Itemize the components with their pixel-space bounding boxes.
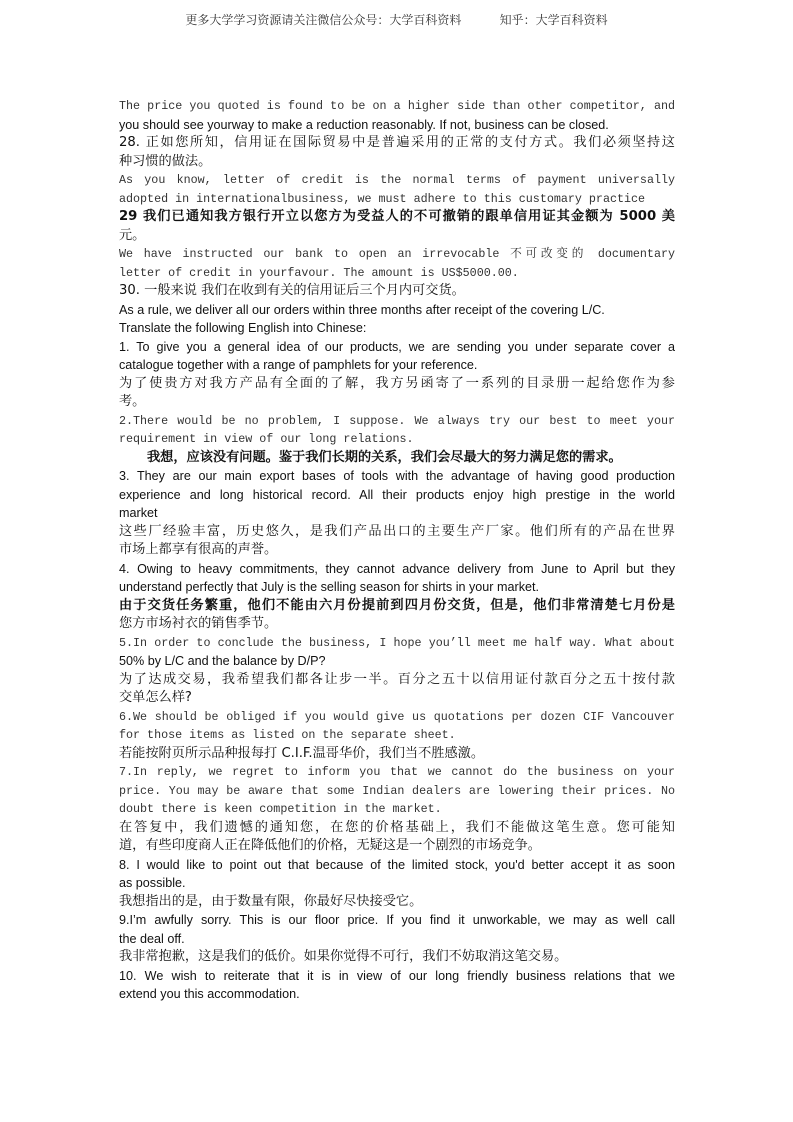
text-line: you should see yourway to make a reduction reasonably. If not, business can be closed. <box>119 117 609 132</box>
text-line: 30. 一般来说 我们在收到有关的信用证后三个月内可交货。 <box>119 283 465 298</box>
text-line: 28. 正如您所知，信用证在国际贸易中是普遍采用的正常的支付方式。我们必须坚持这 <box>119 135 675 150</box>
text-line: 种习惯的做法。 <box>119 153 212 169</box>
text-line: 4. Owing to heavy commitments, they cannot advance delivery from June to April but they <box>119 561 675 576</box>
text-line: for those items as listed on the separate sheet. <box>119 728 456 742</box>
text-line: 由于交货任务繁重，他们不能由六月份提前到四月份交货，但是，他们非常清楚七月份是 <box>119 597 675 613</box>
text-line: As a rule, we deliver all our orders within three months after receipt of the covering L/C. <box>119 302 605 317</box>
text-line: extend you this accommodation. <box>119 987 300 1001</box>
text-line: 元。 <box>119 227 146 243</box>
text-line: 6.We should be obliged if you would give us quotations per dozen CIF Vancouver <box>119 709 675 724</box>
text-line: Translate the following English into Chinese: <box>119 321 367 335</box>
text-line: price. You may be aware that some Indian dealers are lowering their prices. No <box>119 783 675 798</box>
text-line: 市场上都享有很高的声誉。 <box>119 542 278 557</box>
text-line: 29 我们已通知我方银行开立以您方为受益人的不可撤销的跟单信用证其金额为 5000 美 <box>119 209 675 224</box>
text-line: as possible. <box>119 876 186 890</box>
text-line: 我非常抱歉，这是我们的低价。如果你觉得不可行，我们不妨取消这笔交易。 <box>119 949 568 964</box>
text-line: 交单怎么样? <box>119 690 192 705</box>
text-line: letter of credit in yourfavour. The amount is US$5000.00. <box>119 265 519 280</box>
text-line: 考。 <box>119 394 146 409</box>
page-header: 更多大学学习资源请关注微信公众号：大学百科资料 知乎：大学百科资料 <box>185 13 608 27</box>
text-line: As you know, letter of credit is the normal terms of payment universally <box>119 173 675 187</box>
text-line: requirement in view of our long relations. <box>119 432 414 446</box>
text-line: 10. We wish to reiterate that it is in view of our long friendly business relations that we <box>119 968 675 983</box>
text-line: the deal off. <box>119 931 185 946</box>
text-line: 2.There would be no problem, I suppose. We always try our best to meet your <box>119 413 675 428</box>
text-line: doubt there is keen competition in the market. <box>119 802 442 816</box>
text-line: understand perfectly that July is the selling season for shirts in your market. <box>119 580 539 594</box>
text-line: 在答复中，我们遗憾的通知您，在您的价格基础上，我们不能做这笔生意。您可能知 <box>119 819 675 835</box>
text-line: We have instructed our bank to open an irrevocable 不可改变的 documentary <box>119 247 675 261</box>
text-line: 3. They are our main export bases of tools with the advantage of having good production <box>119 469 675 483</box>
document-body <box>119 97 675 1004</box>
text-line: The price you quoted is found to be on a higher side than other competitor, and <box>119 99 675 113</box>
text-line: 5.In order to conclude the business, I hope you’ll meet me half way. What about <box>119 635 675 650</box>
text-line: adopted in internationalbusiness, we must adhere to this customary practice <box>119 191 646 206</box>
text-line: 道，有些印度商人正在降低他们的价格，无疑这是一个剧烈的市场竞争。 <box>119 838 541 853</box>
text-line: 1. To give you a general idea of our products, we are sending you under separate cover a <box>119 339 675 354</box>
text-line: experience and long historical record. All their products enjoy high prestige in the world <box>119 487 675 502</box>
text-line: market <box>119 506 158 520</box>
text-line: 为了达成交易，我希望我们都各让步一半。百分之五十以信用证付款百分之五十按付款 <box>119 671 675 687</box>
text-line: catalogue together with a range of pamphlets for your reference. <box>119 358 478 372</box>
text-line: 我想指出的是，由于数量有限，你最好尽快接受它。 <box>119 893 423 909</box>
text-line: 为了使贵方对我方产品有全面的了解，我方另函寄了一系列的目录册一起给您作为参 <box>119 375 675 391</box>
text-line: 我想，应该没有问题。鉴于我们长期的关系，我们会尽最大的努力满足您的需求。 <box>147 449 622 465</box>
text-line: 您方市场衬衣的销售季节。 <box>119 616 278 631</box>
text-line: 8. I would like to point out that because of the limited stock, you'd better accept it as soon <box>119 857 675 872</box>
text-line: 这些厂经验丰富，历史悠久，是我们产品出口的主要生产厂家。他们所有的产品在世界 <box>119 523 675 539</box>
text-line: 50% by L/C and the balance by D/P? <box>119 654 326 668</box>
text-line: 若能按附页所示品种报每打 C.I.F.温哥华价，我们当不胜感激。 <box>119 745 485 761</box>
text-line: 7.In reply, we regret to inform you that we cannot do the business on your <box>119 765 675 779</box>
text-line: 9.I’m awfully sorry. This is our floor price. If you find it unworkable, we may as well call <box>119 913 675 927</box>
